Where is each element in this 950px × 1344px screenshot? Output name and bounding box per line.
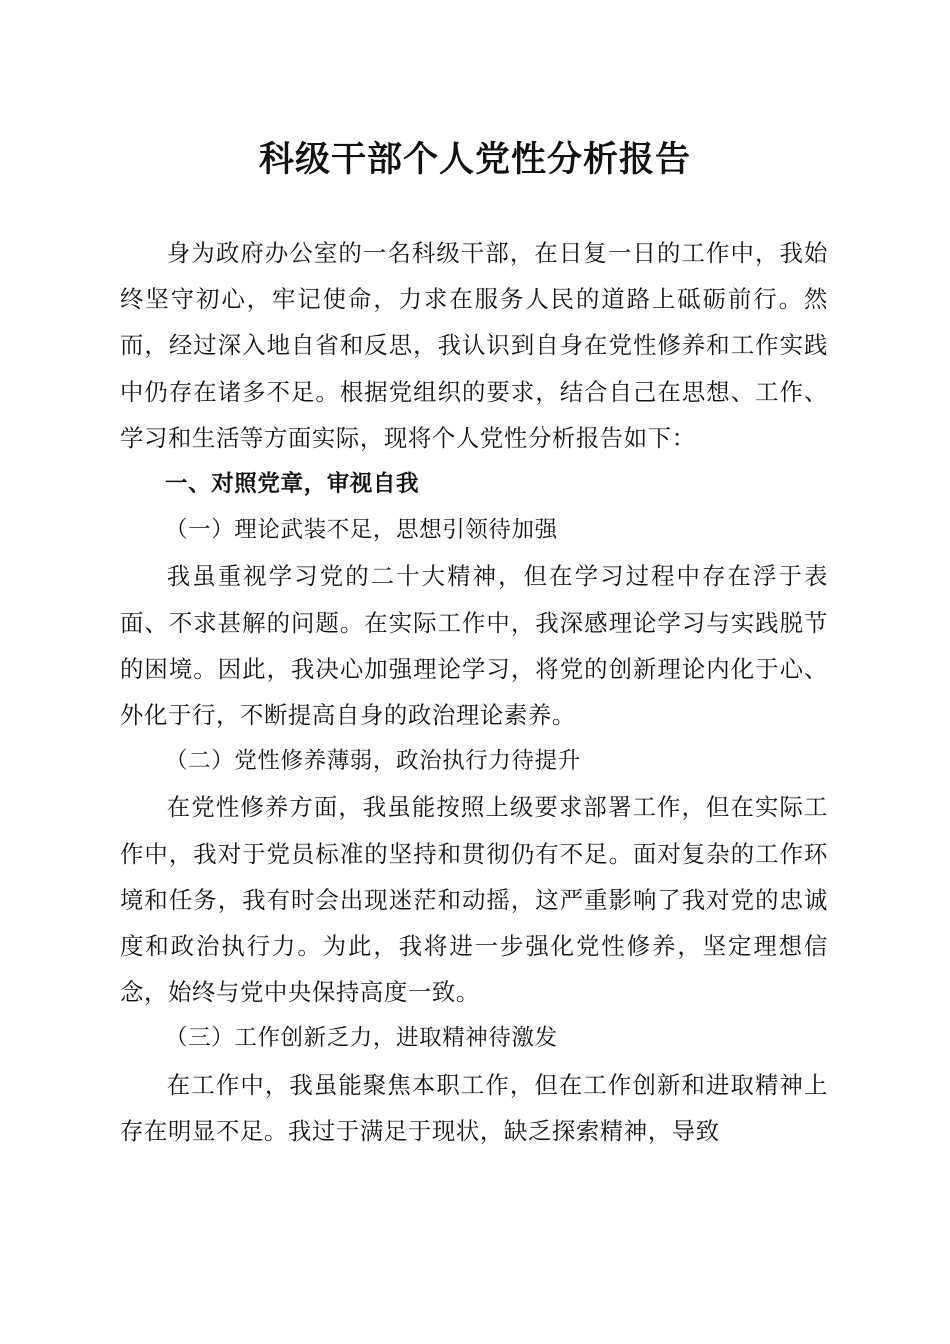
document-body xyxy=(120,230,828,1154)
subsection-paragraph-2: 在党性修养方面，我虽能按照上级要求部署工作，但在实际工作中，我对于党员标准的坚持和贯彻仍有不足。面对复杂的工作环境和任务，我有时会出现迷茫和动摇，这严重影响了我对党的忠诚度和政治执行力。为此，我将进一步强化党性修养，坚定理想信念，始终与党中央保持高度一致。 xyxy=(120,793,828,1007)
document-title: 科级干部个人党性分析报告 xyxy=(258,139,691,180)
subsection-heading-1: （一）理论武装不足，思想引领待加强 xyxy=(165,517,558,544)
subsection-heading-2: （二）党性修养薄弱，政治执行力待提升 xyxy=(165,748,581,775)
subsection-paragraph-1: 我虽重视学习党的二十大精神，但在学习过程中存在浮于表面、不求甚解的问题。在实际工作中，我深感理论学习与实践脱节的困境。因此，我决心加强理论学习，将党的创新理论内化于心、外化于行，不断提高自身的政治理论素养。 xyxy=(120,562,828,730)
subsection-heading-3: （三）工作创新乏力，进取精神待激发 xyxy=(165,1025,558,1052)
section-heading-1: 一、对照党章，审视自我 xyxy=(165,471,420,498)
subsection-paragraph-3: 在工作中，我虽能聚焦本职工作，但在工作创新和进取精神上存在明显不足。我过于满足于现状，缺乏探索精神，导致 xyxy=(120,1070,828,1145)
intro-paragraph: 身为政府办公室的一名科级干部，在日复一日的工作中，我始终坚守初心，牢记使命，力求在服务人民的道路上砥砺前行。然而，经过深入地自省和反思，我认识到自身在党性修养和工作实践中仍存在诸多不足。根据党组织的要求，结合自己在思想、工作、学习和生活等方面实际，现将个人党性分析报告如下： xyxy=(120,239,828,452)
